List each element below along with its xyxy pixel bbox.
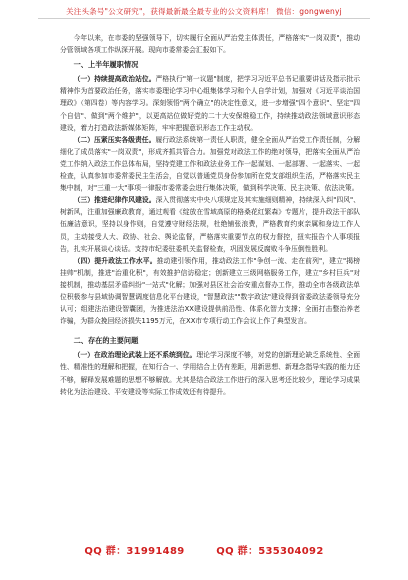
section-heading-1: 一、上半年履职情况 [73,60,139,70]
section-heading-2: 二、存在的主要问题 [73,336,139,346]
item-text: 理论学习深度不够，对党的创新理论缺乏系统性、全面性、精准性的理解和把握，在知行合一、学用结合上仍有差距，用新思想、新理念指导实践的能力还不够，解释发展难题的思想不够解放。尤其是结合政法工作进行的深入思考还比较少，理论学习成果转化为法治建设、平安建设等实际工作成效还有待提升。 [60,351,361,396]
footer-contacts [0,542,408,557]
item-lead: （三）推进纪律作风建设。 [73,196,156,205]
document-body [60,32,360,398]
item-paragraph [60,134,360,194]
intro-paragraph: 今年以来，在市委的坚强领导下，切实履行全面从严治党主体责任，严格落实"一岗双责"，推动分管领域各项工作纵深开展。现向市委常委会汇报如下。 [60,34,360,55]
item-text: 深入贯彻落实中央八项规定及其实施细则精神，持续深入纠"四风"、树新风，注重加强廉政教育，通过观看《绽放在雪域高原的格桑花红繁森》专题片，提升政法干部队伍廉洁意识，坚持以身作则，自觉遵守财经法规，杜绝铺张浪费，严格教育约束亲属和身边工作人员，主动接受人大、政协、社会、舆论监督，严格落实重要节点的权力督控，扭实报告个人事项报告，扎实开展谈心谈话。支持市纪委驻委机关监督检查，巩固发展反腐败斗争压倒性胜利。 [60,196,360,253]
qq-group-2: QQ 群：535304092 [216,546,324,557]
item-paragraph [60,194,360,254]
item-lead: （一）持续提高政治站位。 [73,75,156,84]
item-text: 履行政法系统第一责任人职责，健全全面从严治党工作责任制，分解细化了成员落实"一岗双责"，形成齐抓共管合力。加强党对政法工作的绝对领导，把落实全面从严治党工作纳入政法工作总体布局，坚持党建工作和政法业务工作一起谋划、一起部署、一起落实、一起检查，认真参加市委常委民主生活会，自觉以普通党员身份参加所在党支部组织生活，严格落实民主集中制，对"三重一大"事项一律报市委常委会进行集体决策，做到科学决策、民主决策、依法决策。 [60,135,361,193]
qq-group-1: QQ 群：31991489 [84,546,185,557]
item-paragraph [60,73,360,133]
item-lead: （四）提升政法工作水平。 [73,256,157,265]
item-text: 推动建引领作用，推动政法工作"争创一流、走在前列"，建立"揭榜挂帅"机制，推进"治重化积"，有效推护信访稳定；创新建立三级网格服务工作，建立"乡村巨兵"对接机制，推动基层矛盾纠纷"一站式"化解；加强对县区社会治安重点督办工作，推动全市各级政法单位积极参与县域协调智慧调度信息化平台建设，"智慧政法""数字政法"建设得到省委政法委领导充分认可；组建法治建设智囊团，为推进法治XX建设提供前沿性、体系化智力支撑；全面打击整治养老诈骗，为群众挽回经济损失1195万元，在XX市专项行动工作会议上作了典型发言。 [60,256,360,326]
item-lead: （一）在政治理论武装上还不系统到位。 [73,351,197,360]
header-divider [38,18,370,19]
item-lead: （二）压紧压实各级责任。 [73,135,156,144]
item-text: 严格执行"第一议题"制度，把学习习近平总书记重要讲话及指示批示精神作为首要政治任务，落实市委理论学习中心组集体学习和个人自学计划，加强对《习近平谈治国理政》（第四卷）等内容学习。深刻领悟"两个确立"的决定性意义，进一步增强"四个意识"、坚定"四个自信"、做到"两个维护"，以更高站位做好党的二十大安保维稳工作，持续推动政法领域意识形态建设，着力打造政法新媒体矩阵，牢牢把握意识形态工作主动权。 [60,75,360,132]
section-spacer [60,327,360,332]
item-paragraph [60,255,360,328]
item-paragraph [60,349,360,397]
header-banner: 关注头条号"公文研究"，获得最新最全最专业的公文资料库！ 微信：gongwenyj [66,7,342,16]
